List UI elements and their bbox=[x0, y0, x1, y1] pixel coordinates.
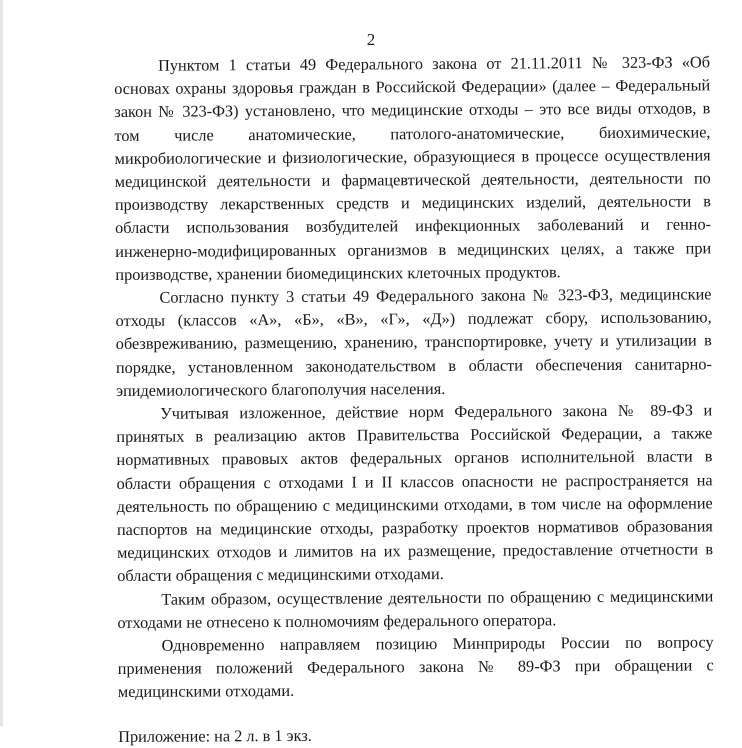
paragraph-law-89-fz: Учитывая изложенное, действие норм Федерального закона № 89-ФЗ и принятых в реализацию актов Правительства Российской Федерации, а также нормативных правовых актов федеральных органов исполнительной власти в области обращения с отходами I и II классов опасности не распространяется на деятельность по обращению с медицинскими отходами, в том числе на оформление паспортов на медицинские отходы, разработку проектов нормативов образования медицинских отходов и лимитов на их размещение, предоставление отчетности в области обращения с медицинскими отходами. bbox=[116, 400, 714, 586]
paragraph-medical-waste-definition: Пунктом 1 статьи 49 Федерального закона от 21.11.2011 № 323-ФЗ «Об основах охраны здоровья граждан в Российской Федерации» (далее – Федеральный закон № 323-ФЗ) установлено, что медицинские отходы – это все виды отходов, в том числе анатомические, патолого-анатомические, биохимические, микробиологические и физиологические, образующиеся в процессе осуществления медицинской деятельности и фармацевтической деятельности, деятельности по производству лекарственных средств и медицинских изделий, деятельности в области использования возбудителей инфекционных заболеваний и генно-инженерно-модифицированных организмов в медицинских целях, а также при производстве, хранении биомедицинских клеточных продуктов. bbox=[114, 52, 712, 284]
paragraph-waste-classes: Согласно пункту 3 статьи 49 Федерального закона № 323-ФЗ, медицинские отходы (классов «А», «Б», «В», «Г», «Д») подлежат сбору, использованию, обезвреживанию, размещению, хранению, транспортировке, учету и утилизации в порядке, установленном законодательством в области обеспечения санитарно-эпидемиологического благополучия населения. bbox=[115, 284, 712, 400]
paragraph-federal-operator: Таким образом, осуществление деятельности по обращению с медицинскими отходами не отнесено к полномочиям федерального оператора. bbox=[117, 586, 714, 632]
attachment-note: Приложение: на 2 л. в 1 экз. bbox=[118, 725, 312, 746]
document-body bbox=[114, 50, 714, 748]
page-number: 2 bbox=[366, 30, 376, 49]
paragraph-ministry-position: Одновременно направляем позицию Минприроды России по вопросу применения положений Федерального закона № 89-ФЗ при обращении с медицинскими отходами. bbox=[117, 632, 714, 702]
